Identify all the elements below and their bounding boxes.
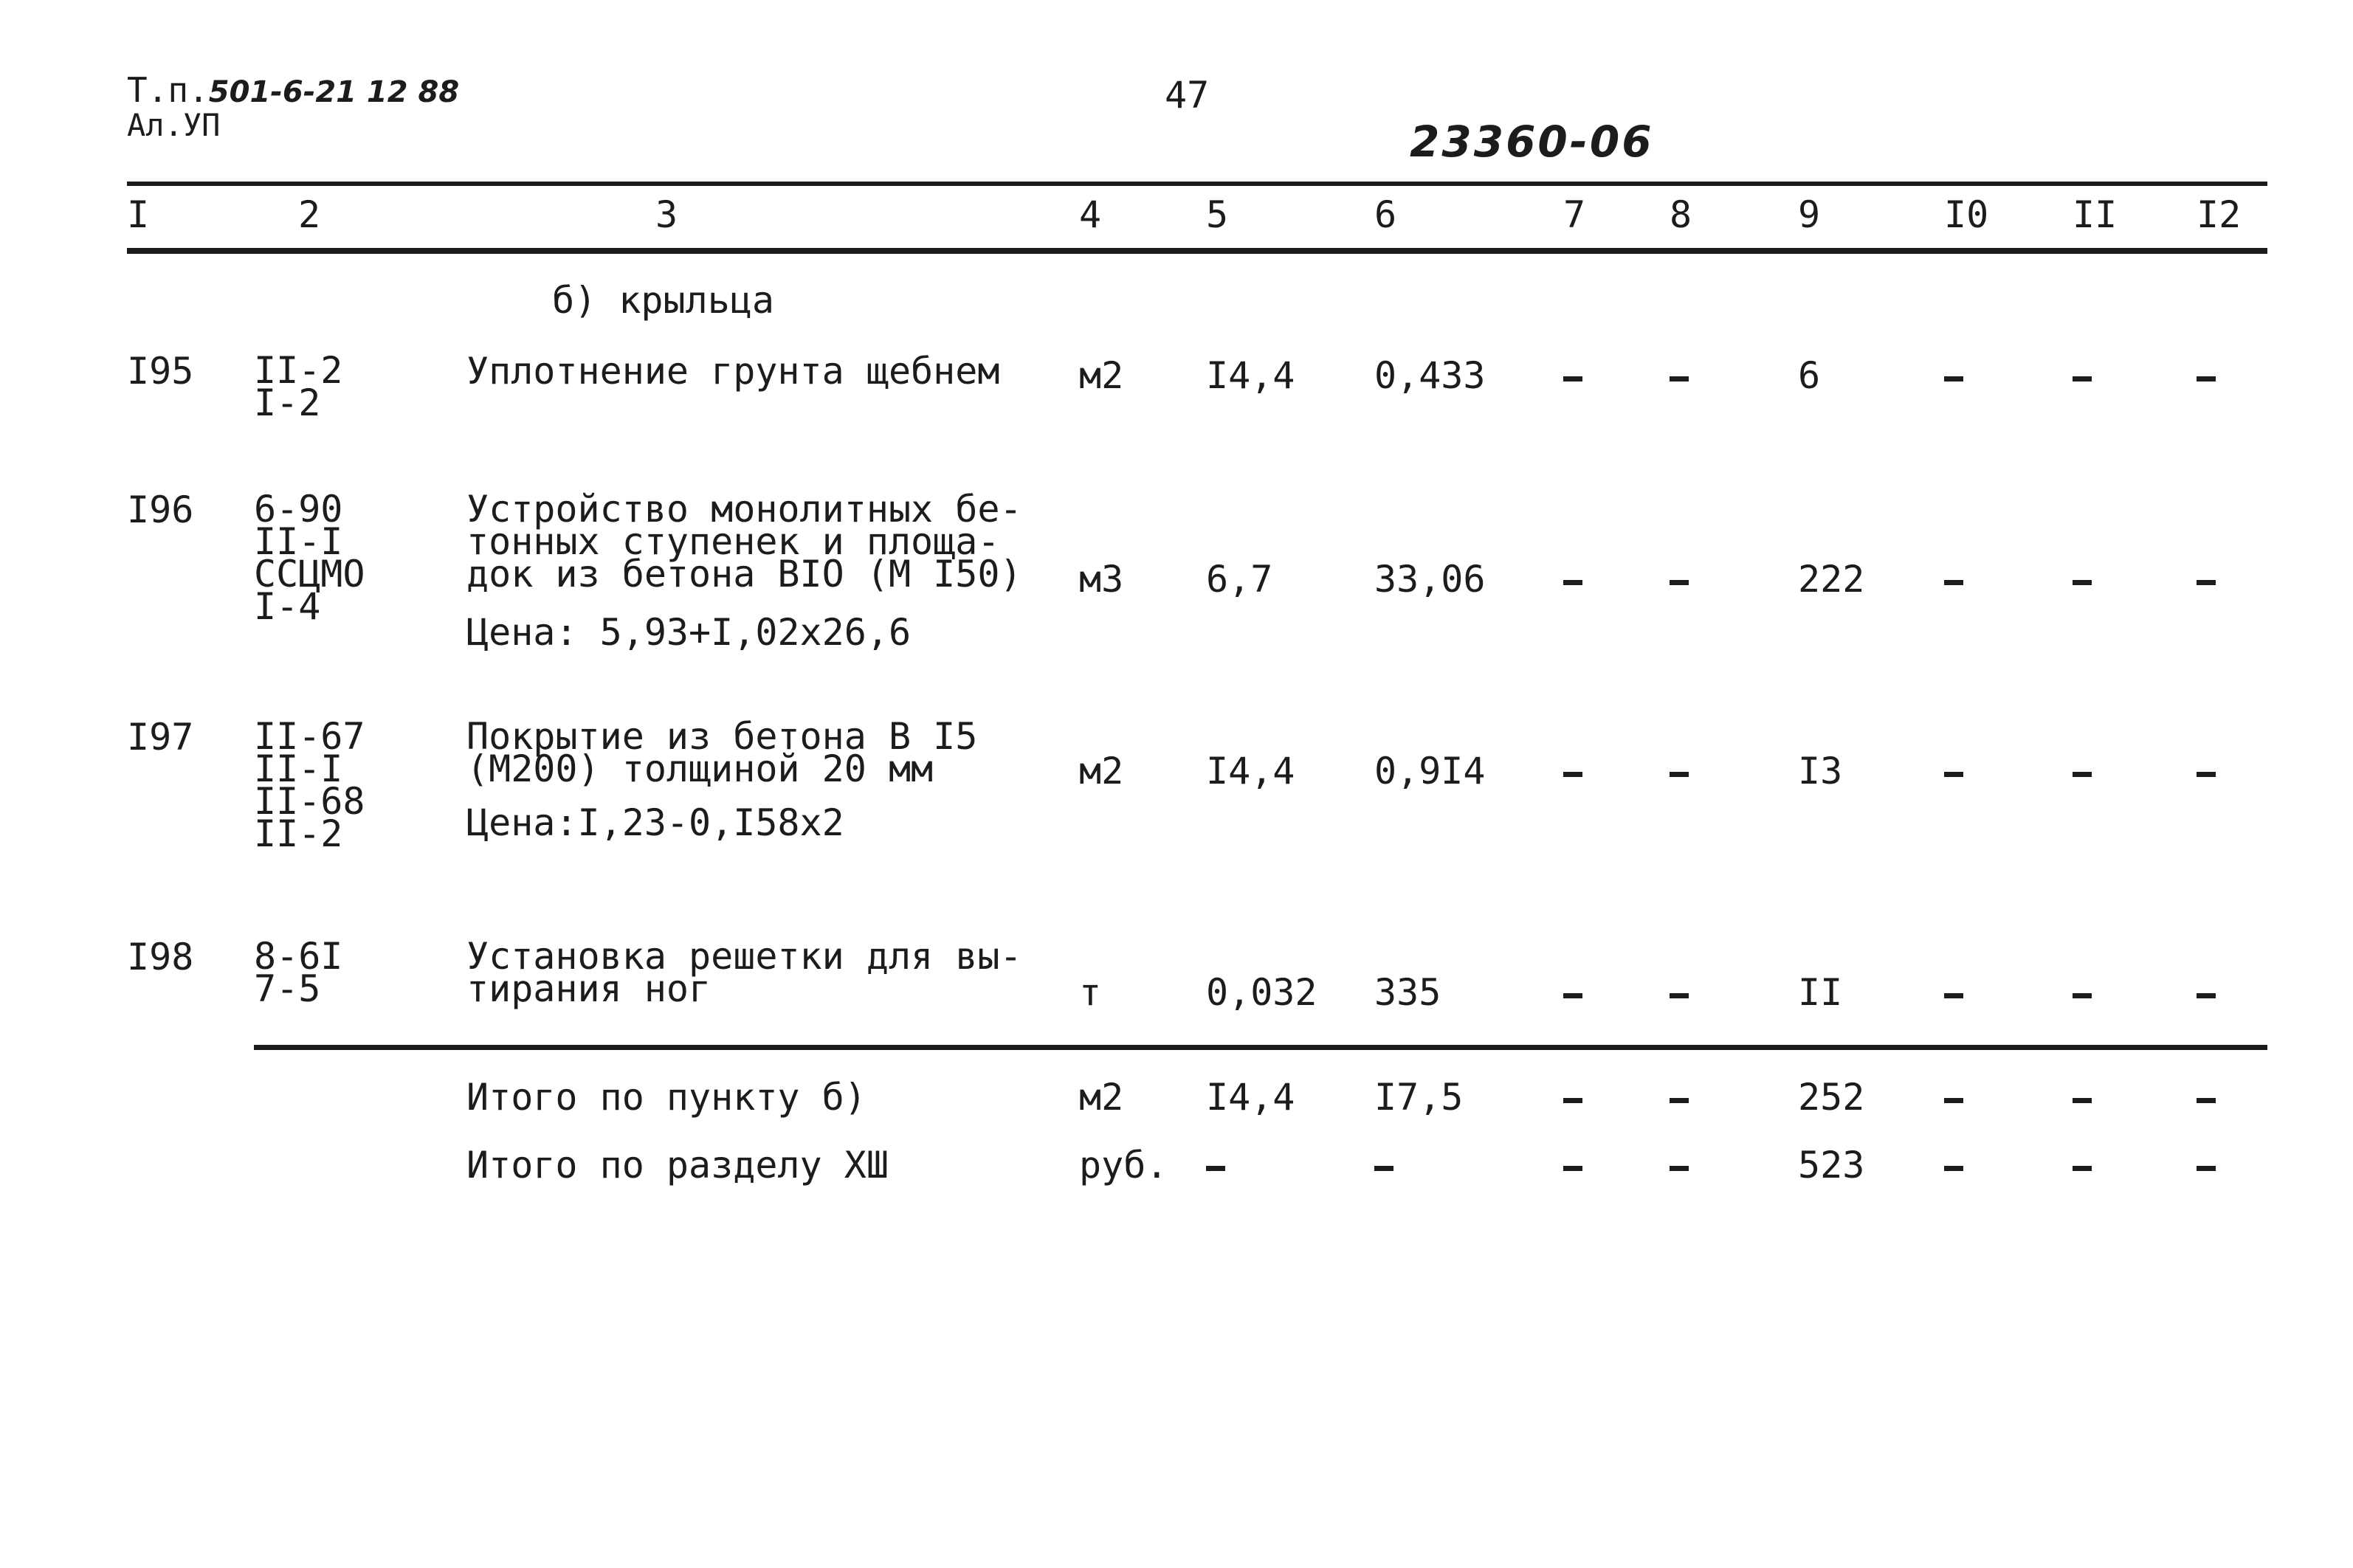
sheet-label: Ал.УП (127, 107, 221, 143)
col-header-12: I2 (2197, 193, 2242, 236)
row-description: Уплотнение грунта щебнем (466, 350, 1000, 393)
row-col6: 0,433 (1374, 354, 1486, 397)
col-header-9: 9 (1798, 193, 1821, 236)
row-description: Покрытие из бетона В I5 (М200) толщиной 20 мм (466, 715, 978, 790)
row-col8-dash (1670, 580, 1689, 585)
row-col11-dash (2073, 580, 2092, 585)
col-header-8: 8 (1670, 193, 1692, 236)
col-header-4: 4 (1079, 193, 1102, 236)
totals-col5-dash (1206, 1166, 1225, 1171)
row-unit: т (1079, 971, 1102, 1014)
totals-col9: 523 (1798, 1144, 1865, 1187)
header-top-rule (127, 182, 2267, 186)
totals-col7-dash (1563, 1166, 1582, 1171)
row-col11-dash (2073, 376, 2092, 381)
row-col11-dash (2073, 772, 2092, 777)
row-col6: 0,9I4 (1374, 750, 1486, 792)
totals-col6: I7,5 (1374, 1076, 1464, 1119)
row-col10-dash (1944, 993, 1963, 998)
row-col12-dash (2197, 580, 2216, 585)
totals-col5: I4,4 (1206, 1076, 1295, 1119)
row-unit: м3 (1079, 558, 1124, 601)
totals-col8-dash (1670, 1098, 1689, 1103)
row-col12-dash (2197, 376, 2216, 381)
row-col10-dash (1944, 772, 1963, 777)
row-col5: 6,7 (1206, 558, 1273, 601)
row-col5: I4,4 (1206, 354, 1295, 397)
col-header-2: 2 (298, 193, 321, 236)
row-col7-dash (1563, 772, 1582, 777)
doc-ref-prefix: Т.п. (127, 70, 209, 110)
row-col7-dash (1563, 993, 1582, 998)
totals-label: Итого по разделу XШ (466, 1144, 889, 1187)
totals-col11-dash (2073, 1166, 2092, 1171)
col-header-5: 5 (1206, 193, 1229, 236)
row-codes: 6-90 II-I ССЦМО I-4 (254, 488, 365, 628)
row-col8-dash (1670, 993, 1689, 998)
col-header-10: I0 (1944, 193, 1989, 236)
totals-unit: м2 (1079, 1076, 1124, 1119)
row-number: I97 (127, 716, 194, 759)
row-col6: 33,06 (1374, 558, 1486, 601)
col-header-1: I (127, 193, 150, 236)
row-description: Установка решетки для вы- тирания ног (466, 935, 1022, 1010)
row-col11-dash (2073, 993, 2092, 998)
row-col10-dash (1944, 376, 1963, 381)
section-title: б) крыльца (552, 279, 775, 322)
row-col9: 6 (1798, 354, 1821, 397)
row-codes: II-67 II-I II-68 II-2 (254, 715, 365, 855)
totals-rule (254, 1045, 2267, 1050)
row-col12-dash (2197, 993, 2216, 998)
row-col9: 222 (1798, 558, 1865, 601)
row-col5: 0,032 (1206, 971, 1317, 1014)
row-description: Устройство монолитных бе- тонных ступенек и площа- док из бетона BIO (М I50) (466, 488, 1022, 595)
row-col10-dash (1944, 580, 1963, 585)
col-header-11: II (2073, 193, 2118, 236)
doc-ref-handwritten: 501-6-21 12 88 (208, 75, 460, 109)
stamp-number: 23360-06 (1410, 117, 1654, 167)
totals-unit: руб. (1079, 1144, 1168, 1187)
col-header-3: 3 (655, 193, 678, 236)
row-col9: II (1798, 971, 1843, 1014)
row-number: I96 (127, 488, 194, 531)
row-col5: I4,4 (1206, 750, 1295, 792)
totals-col10-dash (1944, 1098, 1963, 1103)
totals-col11-dash (2073, 1098, 2092, 1103)
col-header-6: 6 (1374, 193, 1397, 236)
totals-col6-dash (1374, 1166, 1393, 1171)
doc-reference (127, 70, 460, 110)
row-col7-dash (1563, 580, 1582, 585)
row-codes: II-2 I-2 (254, 349, 343, 424)
row-col12-dash (2197, 772, 2216, 777)
row-col8-dash (1670, 376, 1689, 381)
col-header-7: 7 (1563, 193, 1586, 236)
row-number: I98 (127, 936, 194, 978)
totals-col12-dash (2197, 1166, 2216, 1171)
totals-col12-dash (2197, 1098, 2216, 1103)
row-unit: м2 (1079, 354, 1124, 397)
row-col9: I3 (1798, 750, 1843, 792)
row-col8-dash (1670, 772, 1689, 777)
row-price-formula: Цена:I,23-0,I58x2 (466, 801, 844, 844)
totals-col9: 252 (1798, 1076, 1865, 1119)
row-number: I95 (127, 350, 194, 393)
row-col6: 335 (1374, 971, 1441, 1014)
row-col7-dash (1563, 376, 1582, 381)
row-codes: 8-6I 7-5 (254, 935, 343, 1010)
totals-label: Итого по пункту б) (466, 1076, 867, 1119)
totals-col7-dash (1563, 1098, 1582, 1103)
header-bottom-rule (127, 248, 2267, 254)
page-number: 47 (1165, 74, 1210, 117)
row-unit: м2 (1079, 750, 1124, 792)
totals-col8-dash (1670, 1166, 1689, 1171)
row-price-formula: Цена: 5,93+I,02x26,6 (466, 611, 912, 654)
totals-col10-dash (1944, 1166, 1963, 1171)
